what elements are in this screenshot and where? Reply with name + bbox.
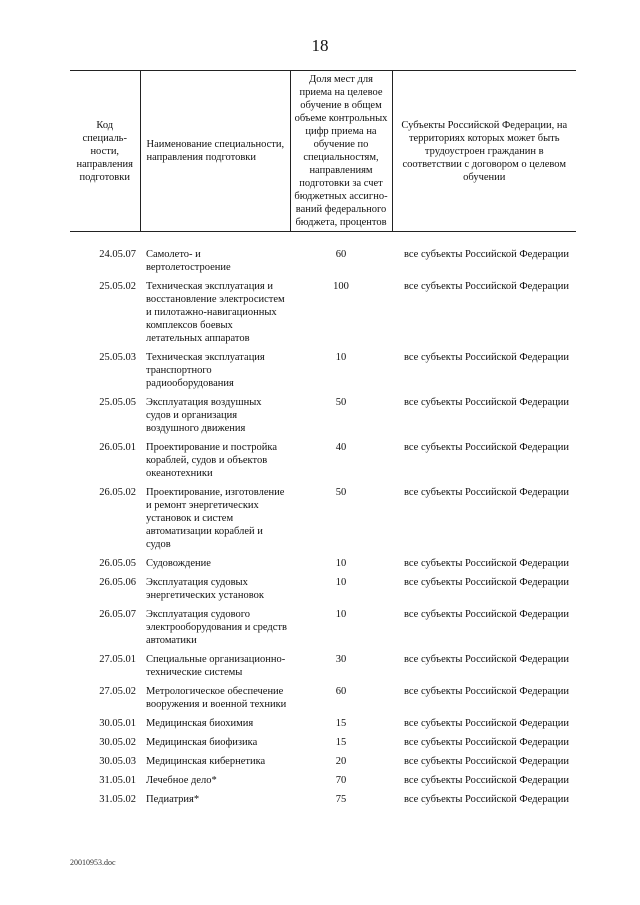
federation-subjects: все субъекты Российской Федерации (404, 487, 569, 498)
specialty-name: Медицинская биохимия (146, 718, 254, 729)
table-row (70, 486, 576, 557)
table-row (70, 793, 576, 812)
federation-subjects: все субъекты Российской Федерации (404, 352, 569, 363)
table-body (70, 232, 576, 813)
document-id: 20010953.doc (70, 858, 116, 867)
specialty-name: Педиатрия* (146, 794, 200, 805)
target-share: 50 (335, 487, 347, 498)
specialty-name: Техническая эксплуатация транспортного радиооборудования (146, 352, 265, 389)
specialty-name: Специальные организационно-технические системы (146, 654, 286, 678)
header-share: Доля мест для приема на целевое обучение в общем объеме контрольных цифр приема на обучение по специальностям, направлениям подготовки за счет бюджетных ассигно-ваний федерального бюджета, процентов (290, 71, 392, 232)
federation-subjects: все субъекты Российской Федерации (404, 654, 569, 665)
table-row (70, 685, 576, 717)
target-share: 10 (335, 558, 347, 569)
federation-subjects: все субъекты Российской Федерации (404, 718, 569, 729)
target-share: 50 (335, 397, 347, 408)
target-share: 75 (335, 794, 347, 805)
target-share: 70 (335, 775, 347, 786)
table-row (70, 736, 576, 755)
specialty-code: 26.05.02 (99, 487, 136, 498)
federation-subjects: все субъекты Российской Федерации (404, 775, 569, 786)
federation-subjects: все субъекты Российской Федерации (404, 756, 569, 767)
federation-subjects: все субъекты Российской Федерации (404, 609, 569, 620)
specialty-code: 26.05.07 (99, 609, 136, 620)
target-share: 60 (335, 686, 347, 697)
specialty-code: 30.05.02 (99, 737, 136, 748)
target-share: 10 (335, 609, 347, 620)
specialty-name: Эксплуатация воздушных судов и организация воздушного движения (146, 397, 262, 434)
federation-subjects: все субъекты Российской Федерации (404, 397, 569, 408)
table-row (70, 717, 576, 736)
target-share: 30 (335, 654, 347, 665)
table-row (70, 232, 576, 281)
header-code: Код специаль-ности, направления подготовки (70, 71, 140, 232)
target-share: 60 (335, 249, 347, 260)
table-row (70, 608, 576, 653)
target-share: 20 (335, 756, 347, 767)
header-name: Наименование специальности, направления подготовки (140, 71, 290, 232)
target-share: 15 (335, 737, 347, 748)
table-row (70, 653, 576, 685)
federation-subjects: все субъекты Российской Федерации (404, 686, 569, 697)
table-header (70, 71, 576, 232)
specialty-name: Лечебное дело* (146, 775, 217, 786)
specialty-name: Медицинская кибернетика (146, 756, 266, 767)
table-row (70, 280, 576, 351)
federation-subjects: все субъекты Российской Федерации (404, 249, 569, 260)
specialty-code: 27.05.02 (99, 686, 136, 697)
specialty-code: 25.05.03 (99, 352, 136, 363)
table-row (70, 755, 576, 774)
federation-subjects: все субъекты Российской Федерации (404, 558, 569, 569)
specialty-code: 31.05.01 (99, 775, 136, 786)
specialty-code: 26.05.05 (99, 558, 136, 569)
specialty-name: Техническая эксплуатация и восстановление электросистем и пилотажно-навигационных комплексов боевых летательных аппаратов (146, 281, 285, 344)
table-row (70, 441, 576, 486)
specialty-code: 26.05.06 (99, 577, 136, 588)
specialty-code: 30.05.01 (99, 718, 136, 729)
federation-subjects: все субъекты Российской Федерации (404, 442, 569, 453)
specialty-name: Эксплуатация судовых энергетических установок (146, 577, 264, 601)
federation-subjects: все субъекты Российской Федерации (404, 794, 569, 805)
table-row (70, 576, 576, 608)
specialty-code: 31.05.02 (99, 794, 136, 805)
specialty-code: 30.05.03 (99, 756, 136, 767)
federation-subjects: все субъекты Российской Федерации (404, 577, 569, 588)
specialty-name: Проектирование, изготовление и ремонт энергетических установок и систем автоматизации кораблей и судов (146, 487, 285, 550)
specialties-table (70, 70, 576, 812)
page-number: 18 (311, 36, 329, 55)
table-row (70, 774, 576, 793)
target-share: 100 (333, 281, 349, 292)
target-share: 10 (335, 352, 347, 363)
table-row (70, 396, 576, 441)
federation-subjects: все субъекты Российской Федерации (404, 737, 569, 748)
specialty-name: Эксплуатация судового электрооборудования и средств автоматики (146, 609, 287, 646)
specialty-name: Метрологическое обеспечение вооружения и военной техники (146, 686, 287, 710)
table-row (70, 557, 576, 576)
target-share: 15 (335, 718, 347, 729)
header-subjects: Субъекты Российской Федерации, на территориях которых может быть трудоустроен гражданин в соответствии с договором о целевом обучении (392, 71, 576, 232)
target-share: 40 (335, 442, 347, 453)
specialty-code: 24.05.07 (99, 249, 136, 260)
specialty-name: Медицинская биофизика (146, 737, 258, 748)
specialty-name: Проектирование и постройка кораблей, судов и объектов океанотехники (146, 442, 278, 479)
specialty-code: 25.05.05 (99, 397, 136, 408)
specialty-code: 26.05.01 (99, 442, 136, 453)
specialty-name: Судовождение (146, 558, 211, 569)
specialty-code: 27.05.01 (99, 654, 136, 665)
table-row (70, 351, 576, 396)
specialty-code: 25.05.02 (99, 281, 136, 292)
target-share: 10 (335, 577, 347, 588)
federation-subjects: все субъекты Российской Федерации (404, 281, 569, 292)
specialty-name: Самолето- и вертолетостроение (146, 249, 231, 273)
